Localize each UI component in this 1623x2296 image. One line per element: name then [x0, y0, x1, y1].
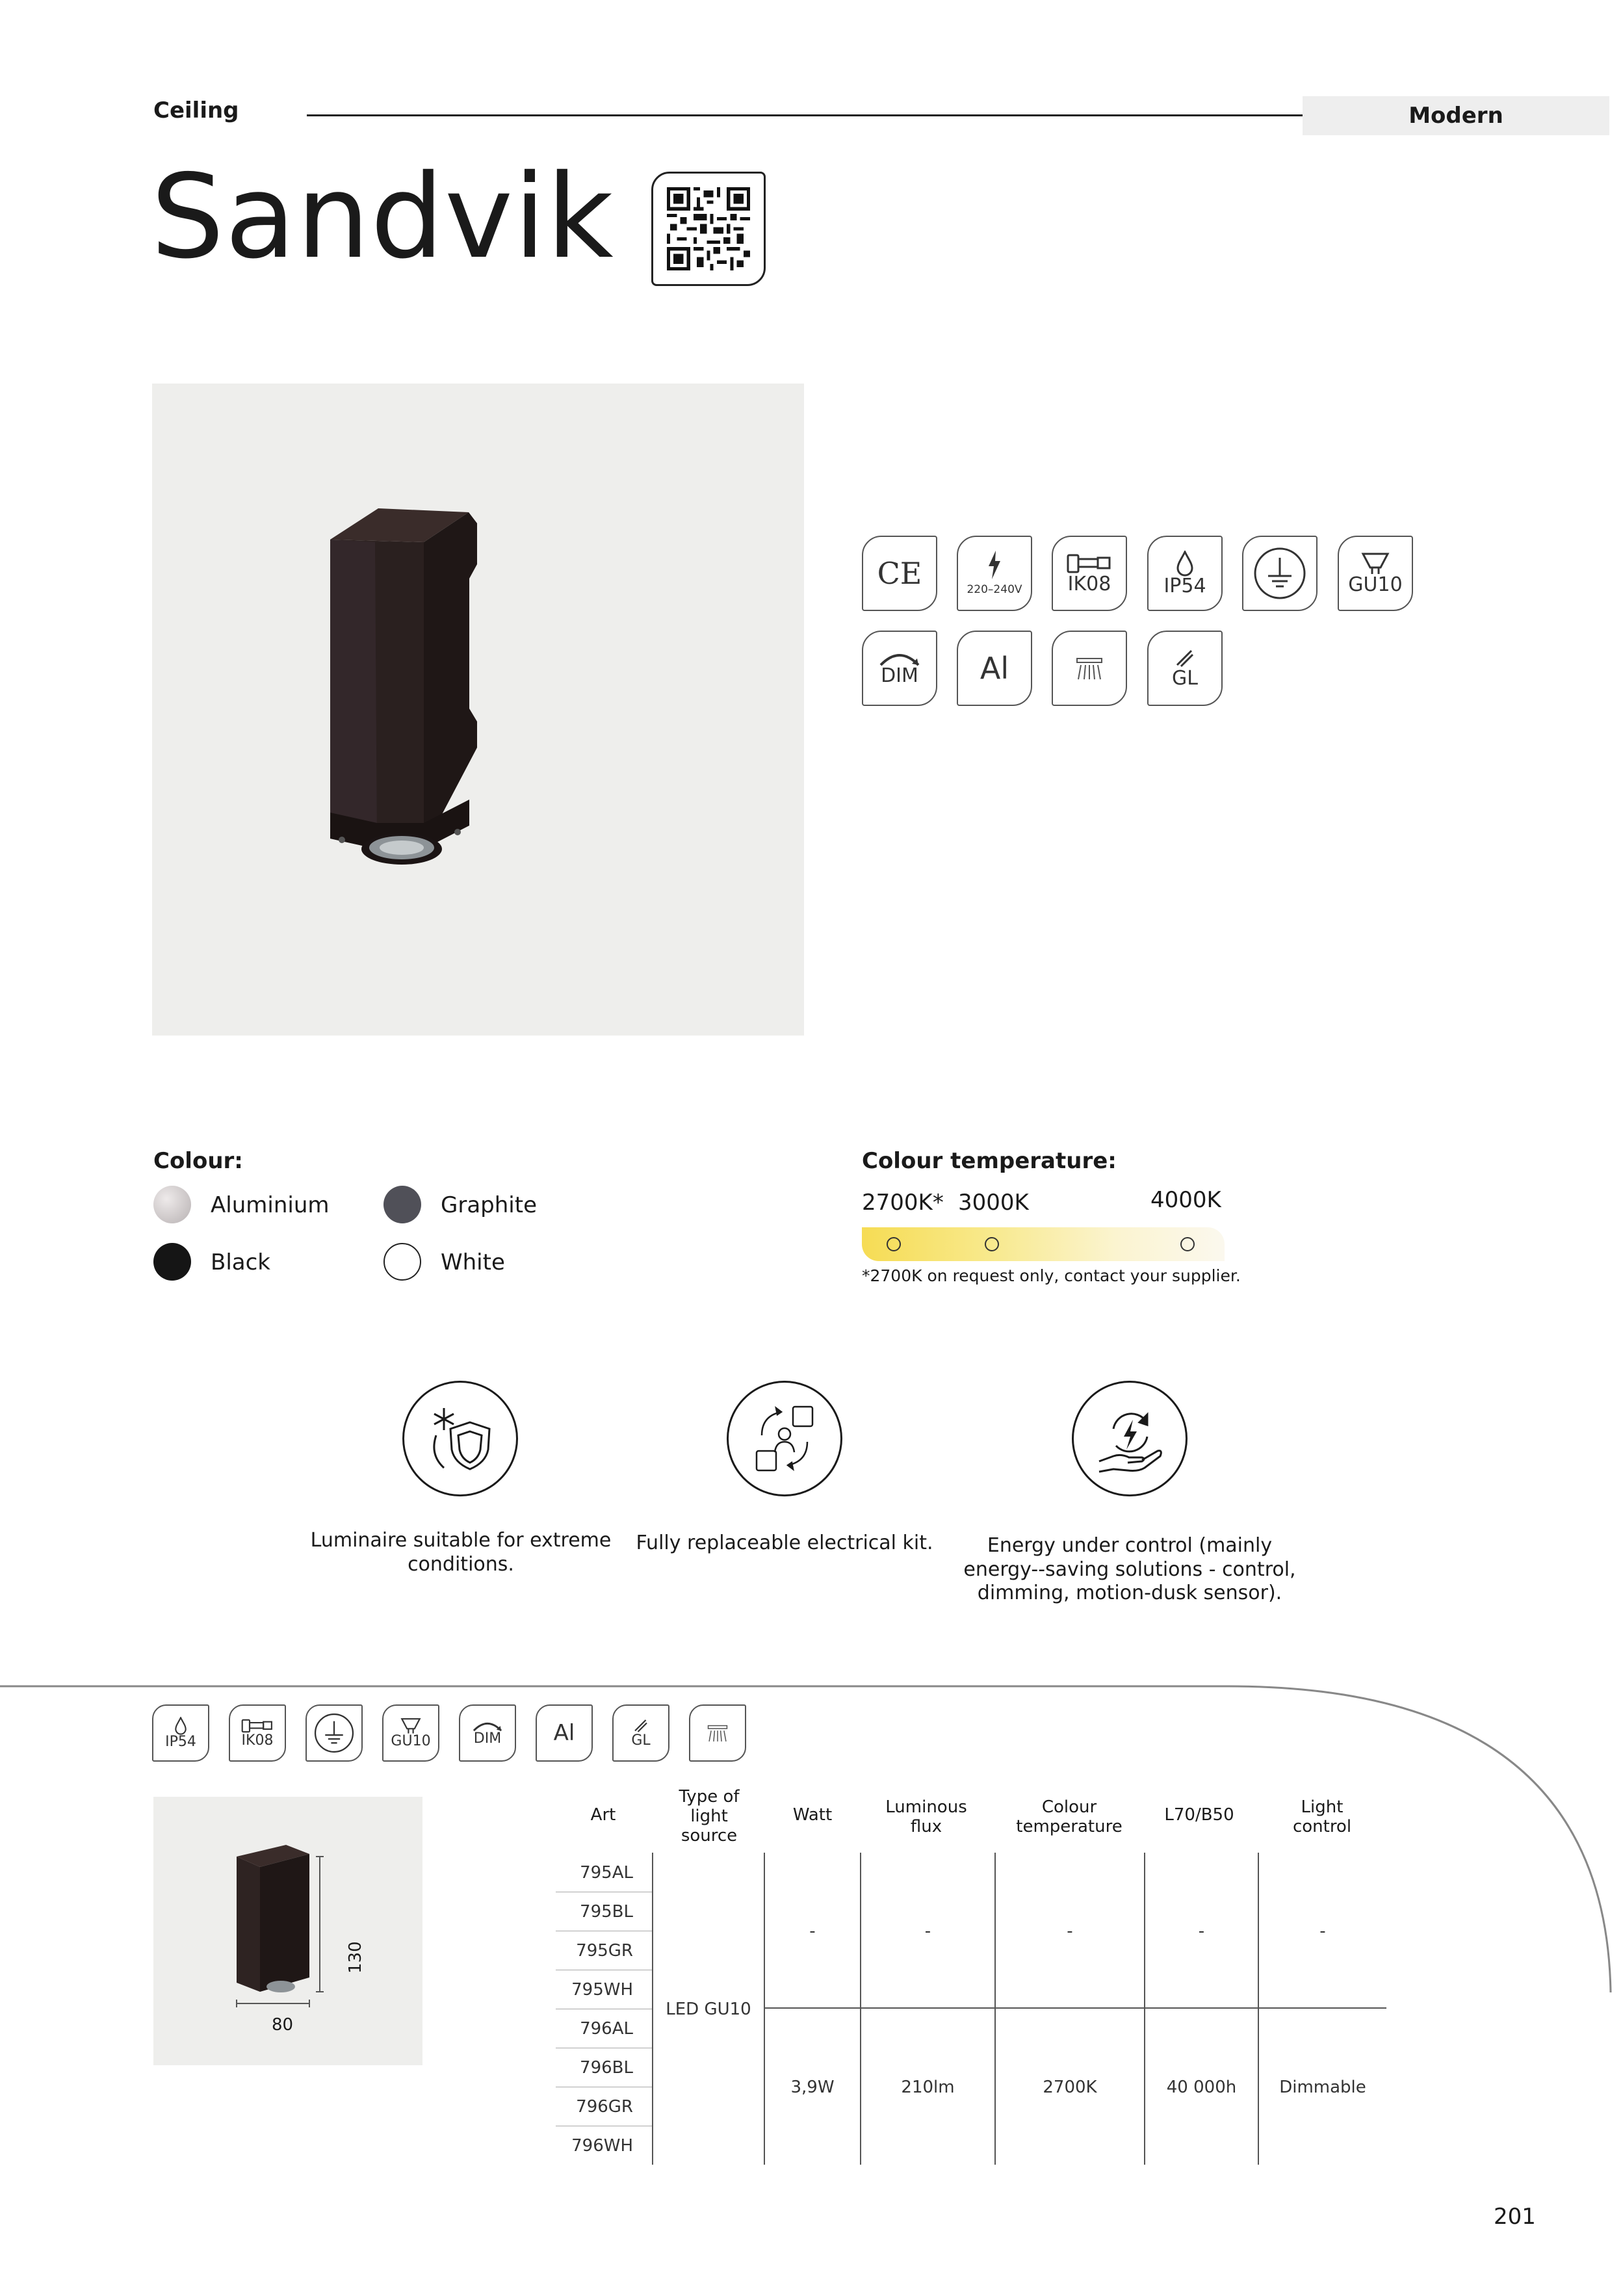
- impact-hammer-icon: IK08: [1052, 536, 1127, 611]
- feature-text: Fully replaceable electrical kit.: [636, 1532, 933, 1554]
- table-row-art: 795BL: [580, 1902, 633, 1922]
- table-cell-flux: -: [924, 1922, 931, 1941]
- table-divider: [860, 1853, 861, 2165]
- colour-temperature-bar: [862, 1227, 1225, 1261]
- diffuser-icon: [689, 1704, 746, 1762]
- bulb-gu10-icon: GU10: [382, 1704, 439, 1762]
- table-row-art: 796BL: [580, 2058, 633, 2078]
- ct-marker-3000: [985, 1237, 999, 1251]
- dimmable-icon: DIM: [862, 631, 937, 706]
- table-row-art: 795WH: [571, 1980, 633, 2000]
- aluminium-icon: Al: [536, 1704, 593, 1762]
- table-cell-watt: 3,9W: [790, 2078, 835, 2097]
- ct-value: 3000K: [958, 1190, 1029, 1216]
- water-drop-icon: IP54: [152, 1704, 209, 1762]
- ct-note: *2700K on request only, contact your supplier.: [862, 1266, 1241, 1285]
- swatch-label: White: [441, 1249, 505, 1275]
- diffuser-icon: [1052, 631, 1127, 706]
- swatch-label: Graphite: [441, 1192, 537, 1218]
- bulb-gu10-icon: GU10: [1338, 536, 1413, 611]
- col-header-flux: Luminous flux: [885, 1797, 967, 1836]
- ct-value: 2700K*: [862, 1190, 944, 1216]
- qr-code-icon[interactable]: [651, 172, 766, 286]
- glass-icon: GL: [1147, 631, 1223, 706]
- water-drop-icon: IP54: [1147, 536, 1223, 611]
- table-cell-control: -: [1319, 1922, 1326, 1941]
- table-divider: [1258, 1853, 1259, 2165]
- aluminium-icon: Al: [957, 631, 1032, 706]
- swatch-graphite[interactable]: [383, 1186, 421, 1223]
- feature-text: Energy under control (mainly energy--saving solutions - control, dimming, motion-dusk sensor).: [963, 1534, 1296, 1605]
- table-row-art: 796AL: [580, 2019, 633, 2039]
- table-divider: [994, 1853, 996, 2165]
- header-divider: [307, 114, 1308, 116]
- col-header-art: Art: [590, 1805, 616, 1825]
- style-tag: Modern: [1303, 96, 1609, 135]
- table-cell-source: LED GU10: [666, 2000, 751, 2019]
- swatch-label: Black: [211, 1249, 270, 1275]
- colour-title: Colour:: [153, 1148, 243, 1174]
- product-photo: [152, 384, 804, 1036]
- swatch-white[interactable]: [383, 1243, 421, 1281]
- category-label: Ceiling: [153, 98, 239, 124]
- table-row-art: 796WH: [571, 2136, 633, 2156]
- table-cell-colour-temp: 2700K: [1043, 2078, 1097, 2097]
- extreme-conditions-icon: [402, 1381, 518, 1496]
- swatch-label: Aluminium: [211, 1192, 330, 1218]
- table-row-art: 795GR: [576, 1941, 633, 1961]
- ce-mark-icon: CE: [862, 536, 937, 611]
- ct-value: 4000K: [1150, 1187, 1221, 1213]
- feature-text: Luminaire suitable for extreme conditions.: [310, 1529, 612, 1576]
- swatch-aluminium[interactable]: [153, 1186, 191, 1223]
- table-divider: [764, 2007, 1386, 2009]
- table-cell-flux: 210lm: [901, 2078, 955, 2097]
- col-header-colour-temp: Colour temperature: [1016, 1797, 1123, 1836]
- earth-ground-icon: [1242, 536, 1318, 611]
- colour-temperature-title: Colour temperature:: [862, 1148, 1117, 1174]
- table-cell-control: Dimmable: [1279, 2078, 1366, 2097]
- impact-hammer-icon: IK08: [229, 1704, 286, 1762]
- table-cell-l70: 40 000h: [1166, 2078, 1237, 2097]
- dimmable-icon: DIM: [459, 1704, 516, 1762]
- col-header-source: Type of light source: [679, 1787, 740, 1846]
- col-header-watt: Watt: [792, 1805, 833, 1825]
- table-cell-colour-temp: -: [1067, 1922, 1073, 1941]
- dimension-height: 130: [346, 1941, 365, 1974]
- product-title: Sandvik: [151, 150, 614, 284]
- table-cell-l70: -: [1198, 1922, 1205, 1941]
- table-cell-watt: -: [809, 1922, 816, 1941]
- energy-control-icon: [1072, 1381, 1188, 1496]
- table-row-art: 795AL: [580, 1863, 633, 1883]
- ct-marker-4000: [1180, 1237, 1195, 1251]
- replaceable-kit-icon: [727, 1381, 842, 1496]
- swatch-black[interactable]: [153, 1243, 191, 1281]
- col-header-control: Light control: [1292, 1797, 1352, 1836]
- page-number: 201: [1494, 2204, 1536, 2230]
- table-row-art: 796GR: [576, 2097, 633, 2117]
- col-header-l70: L70/B50: [1164, 1805, 1234, 1825]
- glass-icon: GL: [612, 1704, 669, 1762]
- earth-ground-icon: [305, 1704, 363, 1762]
- ct-marker-2700: [887, 1237, 901, 1251]
- voltage-icon: 220–240V: [957, 536, 1032, 611]
- table-divider: [764, 1853, 765, 2165]
- dimension-width: 80: [272, 2015, 294, 2035]
- table-divider: [1144, 1853, 1145, 2165]
